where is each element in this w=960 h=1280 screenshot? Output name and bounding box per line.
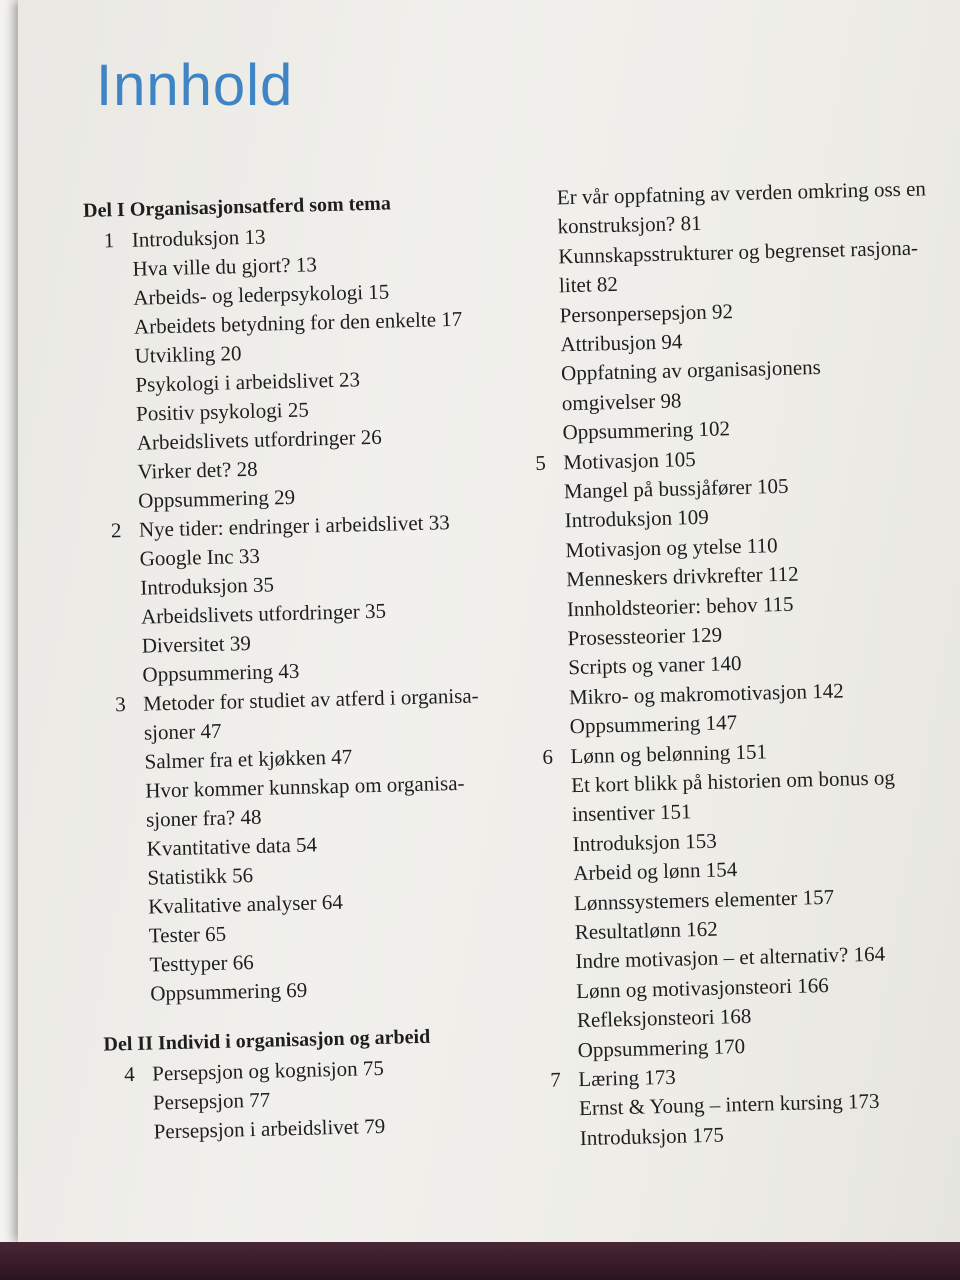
toc-entry: [153, 1114, 385, 1145]
toc-entry: [150, 978, 307, 1007]
chapter-number: 7: [550, 1067, 562, 1092]
toc-entry: [562, 416, 730, 445]
toc-entry: [574, 884, 835, 915]
toc-entry-text: Del I Organisasjonsatferd som tema: [82, 192, 392, 222]
toc-entry-text: sjoner 47: [143, 718, 222, 745]
toc-entry-text: Prosessteorier 129: [567, 622, 723, 651]
toc-entry-text: Ernst & Young – intern kursing 173: [578, 1089, 880, 1121]
toc-entry: [136, 397, 309, 426]
toc-entry: [569, 710, 737, 739]
toc-entry-text: Læring 173: [578, 1064, 677, 1092]
toc-entry: [148, 890, 343, 920]
toc-part-heading: [83, 192, 391, 223]
toc-entry-text: Introduksjon 109: [564, 505, 710, 533]
toc-chapter: [563, 447, 696, 475]
toc-entry: [147, 863, 253, 891]
toc-entry-text: Virker det? 28: [137, 456, 258, 484]
toc-entry: [149, 950, 254, 978]
toc-entry: [139, 544, 260, 572]
toc-entry-text: Lønnssystemers elementer 157: [573, 884, 835, 915]
toc-entry: [564, 474, 789, 504]
toc-entry-text: Positiv psykologi 25: [135, 397, 310, 426]
toc-entry: [566, 562, 799, 593]
toc-entry: [569, 678, 844, 710]
toc-entry-text: Arbeid og lønn 154: [573, 857, 738, 886]
toc-entry-text: Arbeidslivets utfordringer 35: [140, 598, 387, 629]
chapter-number: 3: [114, 692, 127, 717]
toc-entry: [564, 505, 709, 534]
toc-entry: [140, 572, 274, 600]
toc-entry-text: Hvor kommer kunnskap om organisa-: [145, 770, 465, 803]
toc-entry-text: Nye tider: endringer i arbeidslivet 33: [138, 510, 450, 542]
toc-entry-text: Diversitet 39: [141, 630, 252, 658]
toc-entry: [135, 367, 360, 397]
toc-entry: [565, 533, 778, 563]
toc-entry: [557, 211, 702, 240]
toc-chapter: [578, 1065, 676, 1092]
toc-entry-text: Introduksjon 13: [131, 224, 266, 252]
toc-entry-text: Persepsjon og kognisjon 75: [151, 1055, 385, 1086]
toc-entry-text: Arbeids- og lederpsykologi 15: [132, 279, 390, 310]
toc-entry-text: Mikro- og makromotivasjon 142: [568, 678, 844, 709]
toc-part-heading: [103, 1026, 430, 1057]
toc-entry: [144, 745, 352, 775]
toc-entry-text: Innholdsteorier: behov 115: [566, 591, 794, 621]
toc-entry-text: Arbeidslivets utfordringer 26: [136, 424, 383, 455]
toc-entry-text: Persepsjon i arbeidslivet 79: [153, 1113, 386, 1144]
toc-entry: [560, 329, 682, 357]
toc-entry: [144, 719, 222, 746]
toc-entry: [574, 917, 717, 945]
toc-entry: [153, 1088, 271, 1116]
toc-entry: [559, 299, 733, 328]
chapter-number: 5: [535, 450, 547, 475]
toc-entry-text: konstruksjon? 81: [557, 211, 702, 239]
toc-entry-text: Personpersepsjon 92: [559, 298, 734, 327]
toc-entry-text: Oppsummering 43: [142, 658, 300, 687]
toc-entry-text: Introduksjon 35: [140, 572, 275, 600]
toc-entry-text: Menneskers drivkrefter 112: [565, 561, 799, 592]
toc-chapter: [143, 683, 479, 716]
toc-entry-text: Introduksjon 175: [579, 1122, 725, 1150]
toc-entry-text: Google Inc 33: [139, 543, 261, 571]
toc-entry-text: sjoner fra? 48: [145, 804, 262, 832]
toc-entry: [132, 252, 317, 281]
table-surface: [0, 1242, 960, 1280]
toc-entry-text: omgivelser 98: [561, 388, 682, 416]
toc-entry-text: Oppsummering 147: [569, 710, 738, 739]
toc-entry-text: Salmer fra et kjøkken 47: [144, 744, 353, 774]
chapter-number: 1: [103, 228, 115, 253]
toc-chapter: [139, 510, 450, 543]
toc-entry: [138, 485, 295, 514]
previous-page-edge: [0, 0, 19, 1242]
toc-entry-text: Oppsummering 29: [137, 484, 296, 513]
chapter-number: 4: [123, 1061, 136, 1087]
toc-entry: [577, 1034, 745, 1063]
toc-entry: [575, 942, 885, 975]
toc-entry-text: Introduksjon 153: [572, 828, 717, 856]
toc-entry: [572, 800, 692, 828]
chapter-number: 6: [542, 744, 554, 769]
toc-entry: [572, 828, 717, 857]
toc-entry-text: insentiver 151: [571, 799, 692, 827]
toc-entry: [573, 857, 737, 886]
toc-entry: [579, 1089, 880, 1121]
toc-entry-text: Oppsummering 102: [562, 416, 731, 445]
toc-entry-text: Utvikling 20: [134, 341, 242, 368]
toc-entry: [145, 771, 465, 804]
toc-entry-text: Resultatlønn 162: [574, 916, 718, 945]
toc-entry-text: Oppsummering 170: [577, 1033, 746, 1062]
toc-entry-text: Attribusjon 94: [560, 329, 683, 357]
toc-entry: [567, 622, 722, 651]
toc-entry: [134, 307, 463, 340]
book-page: [18, 0, 960, 1242]
toc-entry-text: Kvalitative analyser 64: [147, 889, 344, 919]
toc-entry-text: Scripts og vaner 140: [568, 651, 742, 680]
toc-chapter: [132, 224, 266, 252]
toc-entry-text: Motivasjon 105: [563, 446, 696, 474]
toc-entry-text: Er vår oppfatning av verden omkring oss en: [556, 176, 927, 210]
toc-entry: [137, 457, 258, 485]
toc-entry-text: litet 82: [558, 272, 619, 298]
toc-entry: [561, 355, 821, 386]
toc-entry-text: Oppfatning av organisasjonens: [560, 355, 822, 386]
toc-entry: [580, 1122, 725, 1151]
toc-entry: [576, 973, 829, 1004]
toc-entry: [142, 659, 299, 688]
toc-entry-text: Lønn og belønning 151: [570, 738, 768, 768]
toc-entry-text: Oppsummering 69: [150, 977, 308, 1006]
toc-entry: [142, 631, 252, 659]
toc-entry: [149, 922, 227, 949]
toc-entry-text: Statistikk 56: [147, 862, 254, 890]
toc-entry-text: Psykologi i arbeidslivet 23: [135, 367, 361, 397]
toc-entry: [133, 279, 390, 310]
toc-entry: [134, 341, 241, 369]
toc-entry-text: Metoder for studiet av atferd i organisa-: [142, 683, 479, 716]
toc-entry-text: Lønn og motivasjonsteori 166: [575, 972, 830, 1003]
toc-entry: [568, 651, 742, 680]
toc-entry-text: Kvantitative data 54: [146, 832, 318, 861]
toc-entry-text: Arbeidets betydning for den enkelte 17: [133, 306, 463, 339]
toc-entry: [571, 765, 895, 798]
toc-entry-text: Tester 65: [148, 921, 227, 948]
toc-entry-text: Mangel på bussjåfører 105: [563, 473, 789, 504]
toc-entry-text: Kunnskapsstrukturer og begrenset rasjona-: [557, 235, 919, 269]
toc-entry: [146, 832, 317, 861]
toc-entry-text: Persepsjon 77: [152, 1087, 271, 1115]
toc-entry: [559, 272, 619, 298]
toc-entry-text: Et kort blikk på historien om bonus og: [570, 765, 896, 798]
toc-entry: [137, 425, 382, 456]
toc-entry: [562, 388, 682, 416]
toc-entry: [146, 805, 262, 833]
page-title: Innhold: [96, 53, 294, 118]
toc-entry-text: Indre motivasjon – et alternativ? 164: [575, 941, 886, 974]
toc-entry: [141, 599, 386, 630]
toc-entry-text: Motivasjon og ytelse 110: [565, 532, 778, 563]
toc-entry: [567, 591, 794, 622]
toc-chapter: [570, 739, 767, 769]
toc-entry-text: Hva ville du gjort? 13: [132, 252, 318, 281]
toc-entry-text: Del II Individ i organisasjon og arbeid: [103, 1025, 431, 1056]
toc-entry-text: Testtyper 66: [149, 949, 254, 977]
toc-entry-text: Refleksjonsteori 168: [576, 1004, 752, 1033]
toc-entry: [557, 176, 927, 210]
toc-entry: [558, 235, 918, 269]
toc-chapter: [152, 1056, 384, 1087]
toc-entry: [577, 1004, 752, 1033]
chapter-number: 2: [110, 518, 122, 543]
